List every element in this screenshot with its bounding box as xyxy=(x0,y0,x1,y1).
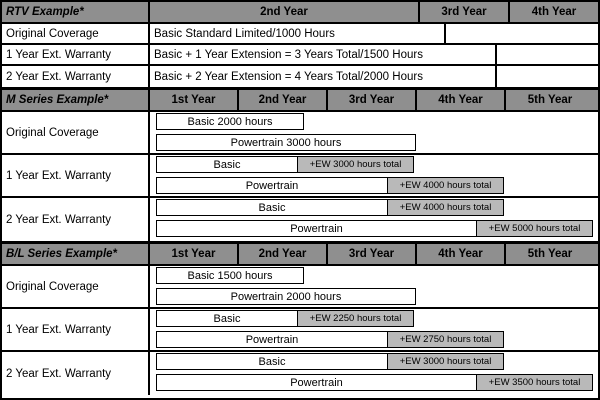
bar-label: Basic 2000 hours xyxy=(187,115,273,128)
bl-year-3rd: 3rd Year xyxy=(328,244,417,264)
rtv-title: RTV Example* xyxy=(2,2,150,22)
coverage-bar-powertrain xyxy=(156,177,504,194)
bar-label: Basic xyxy=(258,355,286,368)
rtv-year-3rd: 3rd Year xyxy=(420,2,510,22)
rtv-row-body xyxy=(150,45,598,64)
rtv-row-label: 2 Year Ext. Warranty xyxy=(2,66,150,87)
bar-label: Powertrain 3000 hours xyxy=(230,136,342,149)
ew-badge: +EW 5000 hours total xyxy=(476,221,592,236)
rtv-row-2yr-ext xyxy=(2,66,598,87)
bl-row-original-coverage xyxy=(2,266,598,309)
rtv-table xyxy=(2,2,598,87)
coverage-bar-powertrain xyxy=(156,331,504,348)
bar-label: Powertrain xyxy=(290,222,343,235)
m-year-5th: 5th Year xyxy=(527,94,573,106)
m-row-original-coverage xyxy=(2,112,598,155)
coverage-bar-basic xyxy=(156,267,304,284)
coverage-bar-basic xyxy=(156,353,504,370)
ew-badge: +EW 4000 hours total xyxy=(387,178,503,193)
rtv-row-body xyxy=(150,66,598,87)
bar-label: Powertrain xyxy=(245,333,299,346)
rtv-coverage-bar xyxy=(150,66,497,87)
m-series-title: M Series Example* xyxy=(2,90,150,110)
m-row-label: 2 Year Ext. Warranty xyxy=(2,198,150,241)
bl-year-5th: 5th Year xyxy=(527,248,573,260)
rtv-header-row xyxy=(2,2,598,24)
m-series-header-row xyxy=(2,90,598,112)
rtv-coverage-text: Basic + 1 Year Extension = 3 Years Total/1500 Hours xyxy=(154,48,423,61)
coverage-bar-powertrain xyxy=(156,220,593,237)
m-year-4th: 4th Year xyxy=(417,90,506,110)
bl-year-2nd: 2nd Year xyxy=(239,244,328,264)
rtv-row-original-coverage xyxy=(2,24,598,45)
bl-series-header-row xyxy=(2,244,598,266)
bl-series-table xyxy=(2,244,598,395)
bl-row-body xyxy=(150,352,598,395)
coverage-bar-basic xyxy=(156,199,504,216)
m-row-label: Original Coverage xyxy=(2,112,150,153)
ew-badge: +EW 3500 hours total xyxy=(476,375,592,390)
bl-row-2yr-ext xyxy=(2,352,598,395)
rtv-row-label: 1 Year Ext. Warranty xyxy=(2,45,150,64)
bl-row-label: 1 Year Ext. Warranty xyxy=(2,309,150,350)
m-year-2nd: 2nd Year xyxy=(239,90,328,110)
rtv-year-4th: 4th Year xyxy=(531,6,577,18)
m-series-table xyxy=(2,90,598,241)
ew-badge: +EW 2750 hours total xyxy=(387,332,503,347)
ew-badge: +EW 2250 hours total xyxy=(297,311,413,326)
bar-label: Basic 1500 hours xyxy=(187,269,273,282)
m-year-3rd: 3rd Year xyxy=(328,90,417,110)
rtv-coverage-bar xyxy=(150,45,497,64)
bar-label: Powertrain xyxy=(290,376,343,389)
rtv-coverage-text: Basic Standard Limited/1000 Hours xyxy=(154,27,335,40)
ew-badge: +EW 3000 hours total xyxy=(297,157,413,172)
coverage-bar-basic xyxy=(156,156,414,173)
bar-label: Powertrain 2000 hours xyxy=(230,290,342,303)
bar-label: Basic xyxy=(213,158,241,171)
coverage-bar-basic xyxy=(156,310,414,327)
m-row-body xyxy=(150,155,598,196)
coverage-bar-powertrain xyxy=(156,374,593,391)
bar-label: Powertrain xyxy=(245,179,299,192)
bar-label: Basic xyxy=(213,312,241,325)
bl-series-title: B/L Series Example* xyxy=(2,244,150,264)
coverage-bar-powertrain xyxy=(156,134,416,151)
m-row-1yr-ext xyxy=(2,155,598,198)
bl-series-year-headers xyxy=(150,244,598,264)
coverage-bar-basic xyxy=(156,113,304,130)
bl-row-body xyxy=(150,309,598,350)
ew-badge: +EW 3000 hours total xyxy=(387,354,503,369)
bl-row-label: 2 Year Ext. Warranty xyxy=(2,352,150,395)
bar-label: Basic xyxy=(258,201,286,214)
rtv-year-2nd: 2nd Year xyxy=(150,2,420,22)
m-series-year-headers xyxy=(150,90,598,110)
rtv-coverage-text: Basic + 2 Year Extension = 4 Years Total/2000 Hours xyxy=(154,70,423,83)
bl-row-label: Original Coverage xyxy=(2,266,150,307)
m-row-label: 1 Year Ext. Warranty xyxy=(2,155,150,196)
rtv-row-body xyxy=(150,24,598,43)
rtv-row-label: Original Coverage xyxy=(2,24,150,43)
bl-row-body xyxy=(150,266,598,307)
rtv-coverage-bar xyxy=(150,24,446,43)
m-row-body xyxy=(150,112,598,153)
bl-row-1yr-ext xyxy=(2,309,598,352)
bl-year-4th: 4th Year xyxy=(417,244,506,264)
rtv-row-1yr-ext xyxy=(2,45,598,66)
m-row-2yr-ext xyxy=(2,198,598,241)
bl-year-1st: 1st Year xyxy=(150,244,239,264)
ew-badge: +EW 4000 hours total xyxy=(387,200,503,215)
m-year-1st: 1st Year xyxy=(150,90,239,110)
coverage-bar-powertrain xyxy=(156,288,416,305)
rtv-year-headers xyxy=(150,2,598,22)
m-row-body xyxy=(150,198,598,241)
